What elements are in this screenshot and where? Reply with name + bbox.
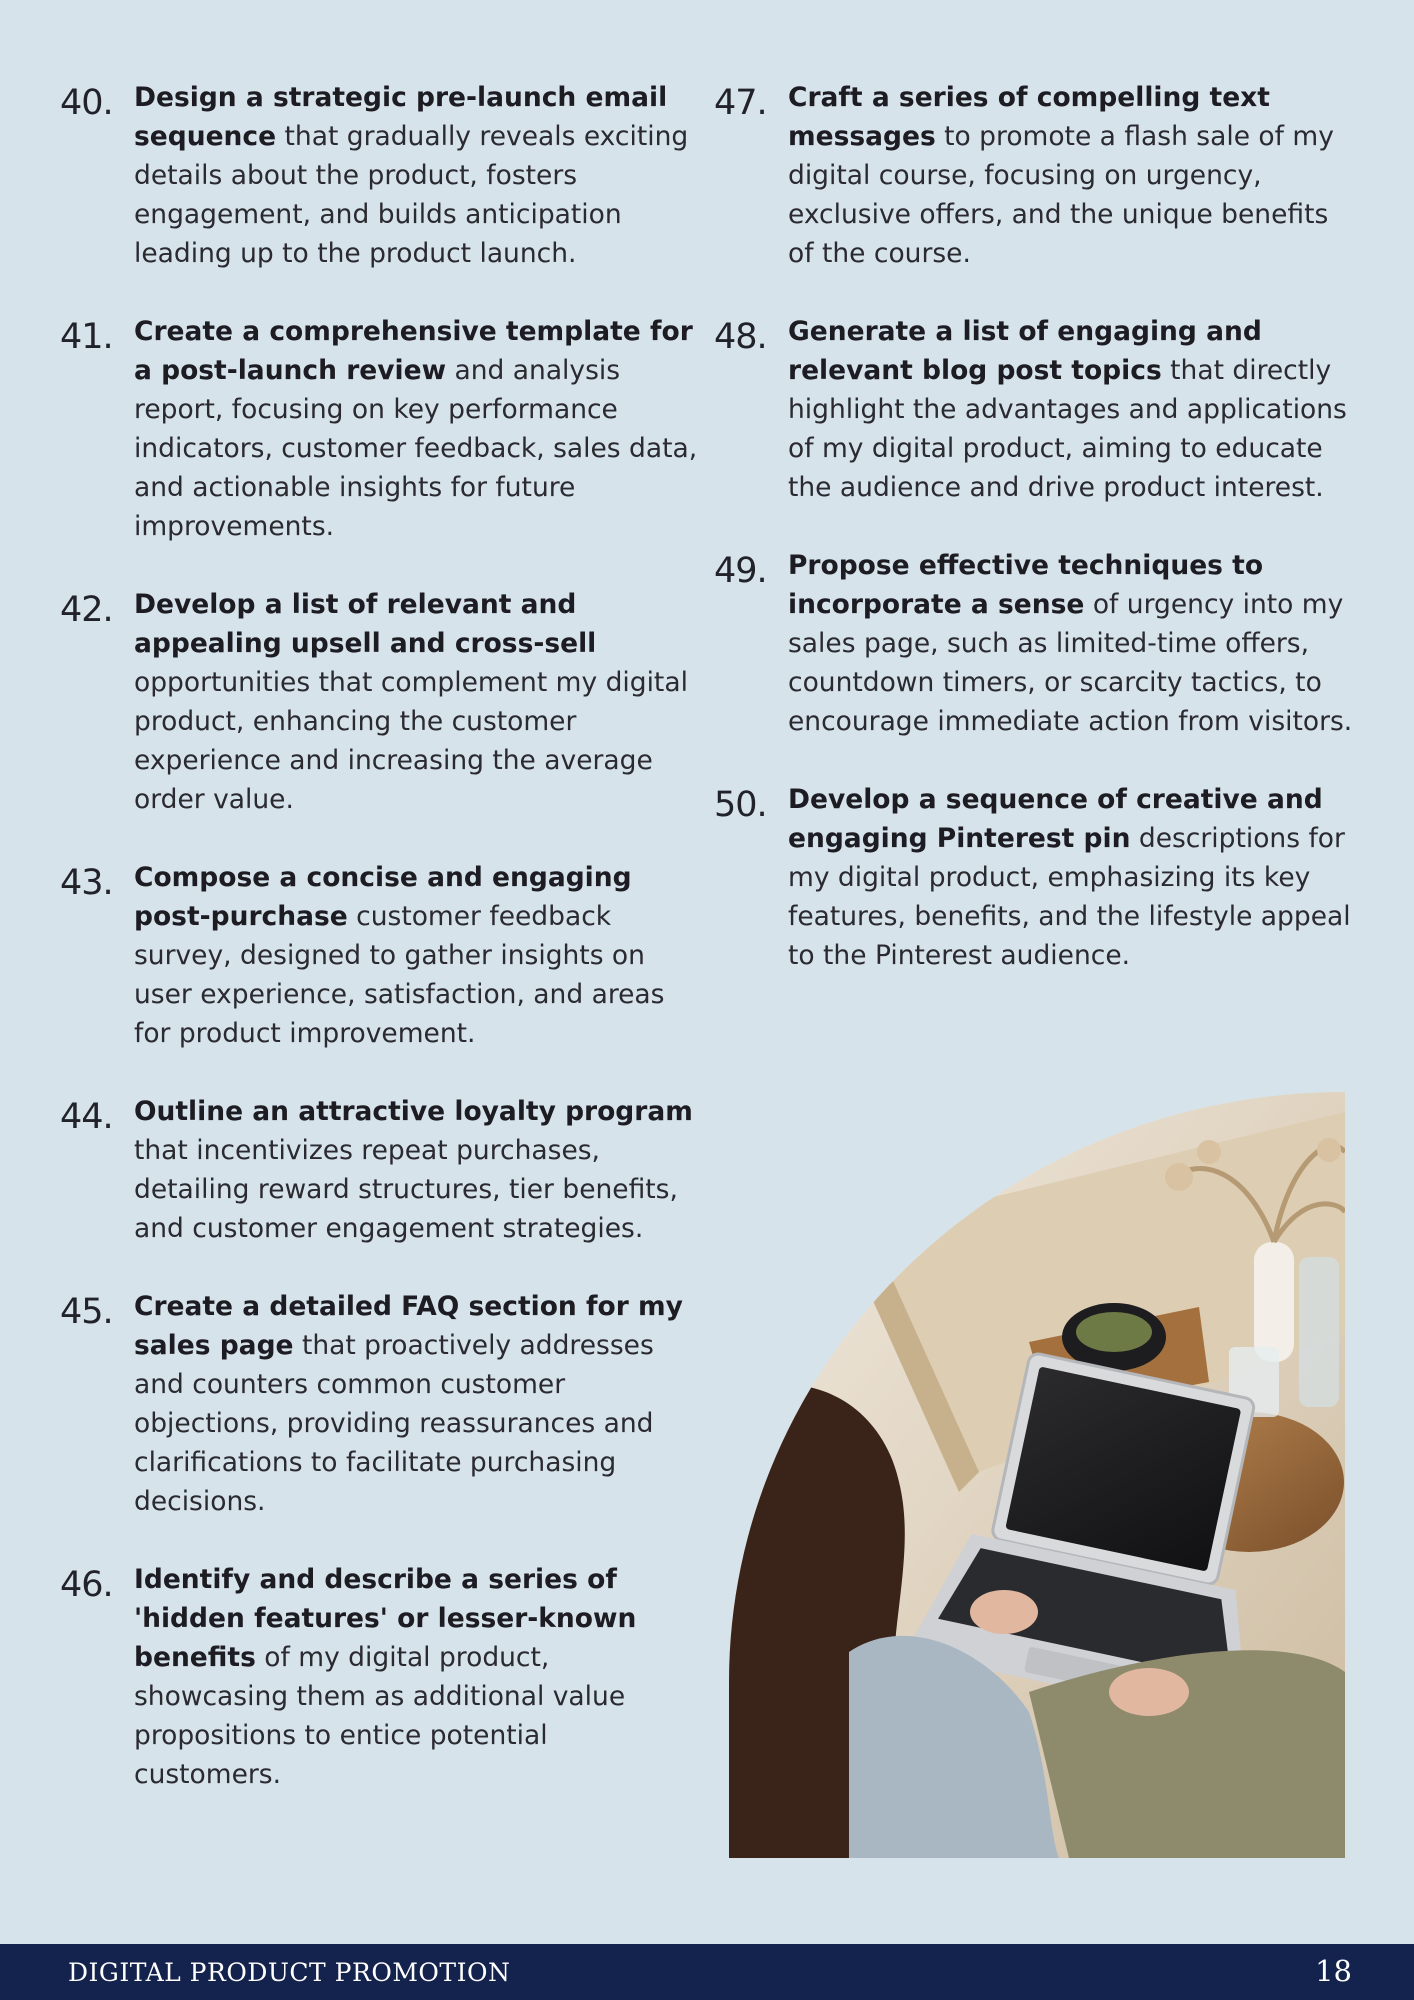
item-text [134, 858, 700, 1053]
item-text [788, 312, 1354, 507]
item-bold: Outline an attractive loyalty program [134, 1096, 693, 1127]
item-text [134, 1092, 700, 1248]
item-bold: Propose effective techniques to incorporate a sense [788, 550, 1264, 620]
item-text [788, 78, 1354, 273]
list-item-45 [60, 1287, 700, 1521]
item-rest: customer feedback survey, designed to gather insights on user experience, satisfaction, and areas for product improvement. [134, 901, 665, 1049]
item-bold: Develop a list of relevant and appealing upsell and cross-sell [134, 589, 597, 659]
item-number: 45. [60, 1292, 113, 1332]
item-bold: Craft a series of compelling text messages [788, 82, 1270, 152]
list-item-42 [60, 585, 700, 819]
item-text [134, 78, 700, 273]
item-bold: Develop a sequence of creative and engaging Pinterest pin [788, 784, 1323, 854]
item-number: 50. [714, 785, 767, 825]
item-text [134, 1287, 700, 1521]
item-bold: Generate a list of engaging and relevant blog post topics [788, 316, 1262, 386]
item-bold: Create a detailed FAQ section for my sales page [134, 1291, 683, 1361]
person-hand-right [1109, 1668, 1189, 1716]
item-number: 43. [60, 863, 113, 903]
item-rest: descriptions for my digital product, emphasizing its key features, benefits, and the lifestyle appeal to the Pinterest audience. [788, 823, 1351, 971]
item-bold: Compose a concise and engaging post-purchase [134, 862, 632, 932]
list-item-40 [60, 78, 700, 273]
item-text [788, 546, 1354, 741]
vase [1254, 1242, 1294, 1362]
left-column [60, 78, 700, 1833]
item-rest: of my digital product, showcasing them as additional value propositions to entice potential customers. [134, 1642, 626, 1790]
page-number: 18 [1315, 1954, 1352, 1988]
item-number: 44. [60, 1097, 113, 1137]
list-item-44 [60, 1092, 700, 1248]
list-item-41 [60, 312, 700, 546]
item-rest: opportunities that complement my digital product, enhancing the customer experience and increasing the average order value. [134, 667, 688, 815]
list-item-50 [714, 780, 1354, 975]
item-bold: Identify and describe a series of 'hidden features' or lesser-known benefits [134, 1564, 637, 1673]
item-number: 49. [714, 551, 767, 591]
item-number: 48. [714, 317, 767, 357]
footer-bar [0, 1944, 1414, 2000]
list-item-46 [60, 1560, 700, 1794]
item-rest: that proactively addresses and counters common customer objections, providing reassurances and clarifications to facilitate purchasing decisions. [134, 1330, 654, 1517]
item-rest: that directly highlight the advantages and applications of my digital product, aiming to educate the audience and drive product interest. [788, 355, 1347, 503]
bottle [1299, 1257, 1339, 1407]
right-column [714, 78, 1354, 1014]
item-rest: to promote a flash sale of my digital course, focusing on urgency, exclusive offers, and the unique benefits of the course. [788, 121, 1334, 269]
list-item-49 [714, 546, 1354, 741]
item-text [134, 585, 700, 819]
list-item-47 [714, 78, 1354, 273]
item-number: 41. [60, 317, 113, 357]
bowl-food [1076, 1312, 1152, 1352]
list-item-43 [60, 858, 700, 1053]
person-hand-left [970, 1590, 1038, 1634]
item-number: 42. [60, 590, 113, 630]
item-bold: Design a strategic pre-launch email sequence [134, 82, 668, 152]
item-rest: that gradually reveals exciting details about the product, fosters engagement, and builds anticipation leading up to the product launch. [134, 121, 689, 269]
item-rest: of urgency into my sales page, such as limited-time offers, countdown timers, or scarcity tactics, to encourage immediate action from visitors. [788, 589, 1353, 737]
item-rest: that incentivizes repeat purchases, detailing reward structures, tier benefits, and customer engagement strategies. [134, 1135, 678, 1244]
item-text [788, 780, 1354, 975]
item-rest: and analysis report, focusing on key performance indicators, customer feedback, sales data, and actionable insights for future improvements. [134, 355, 698, 542]
footer-title: DIGITAL PRODUCT PROMOTION [68, 1958, 511, 1987]
item-text [134, 1560, 700, 1794]
person-legs [1029, 1650, 1345, 1858]
item-text [134, 312, 700, 546]
item-number: 40. [60, 83, 113, 123]
item-number: 47. [714, 83, 767, 123]
item-bold: Create a comprehensive template for a post-launch review [134, 316, 693, 386]
item-number: 46. [60, 1565, 113, 1605]
laptop-photo [729, 1092, 1345, 1858]
laptop-photo-illustration [729, 1092, 1345, 1858]
list-item-48 [714, 312, 1354, 507]
